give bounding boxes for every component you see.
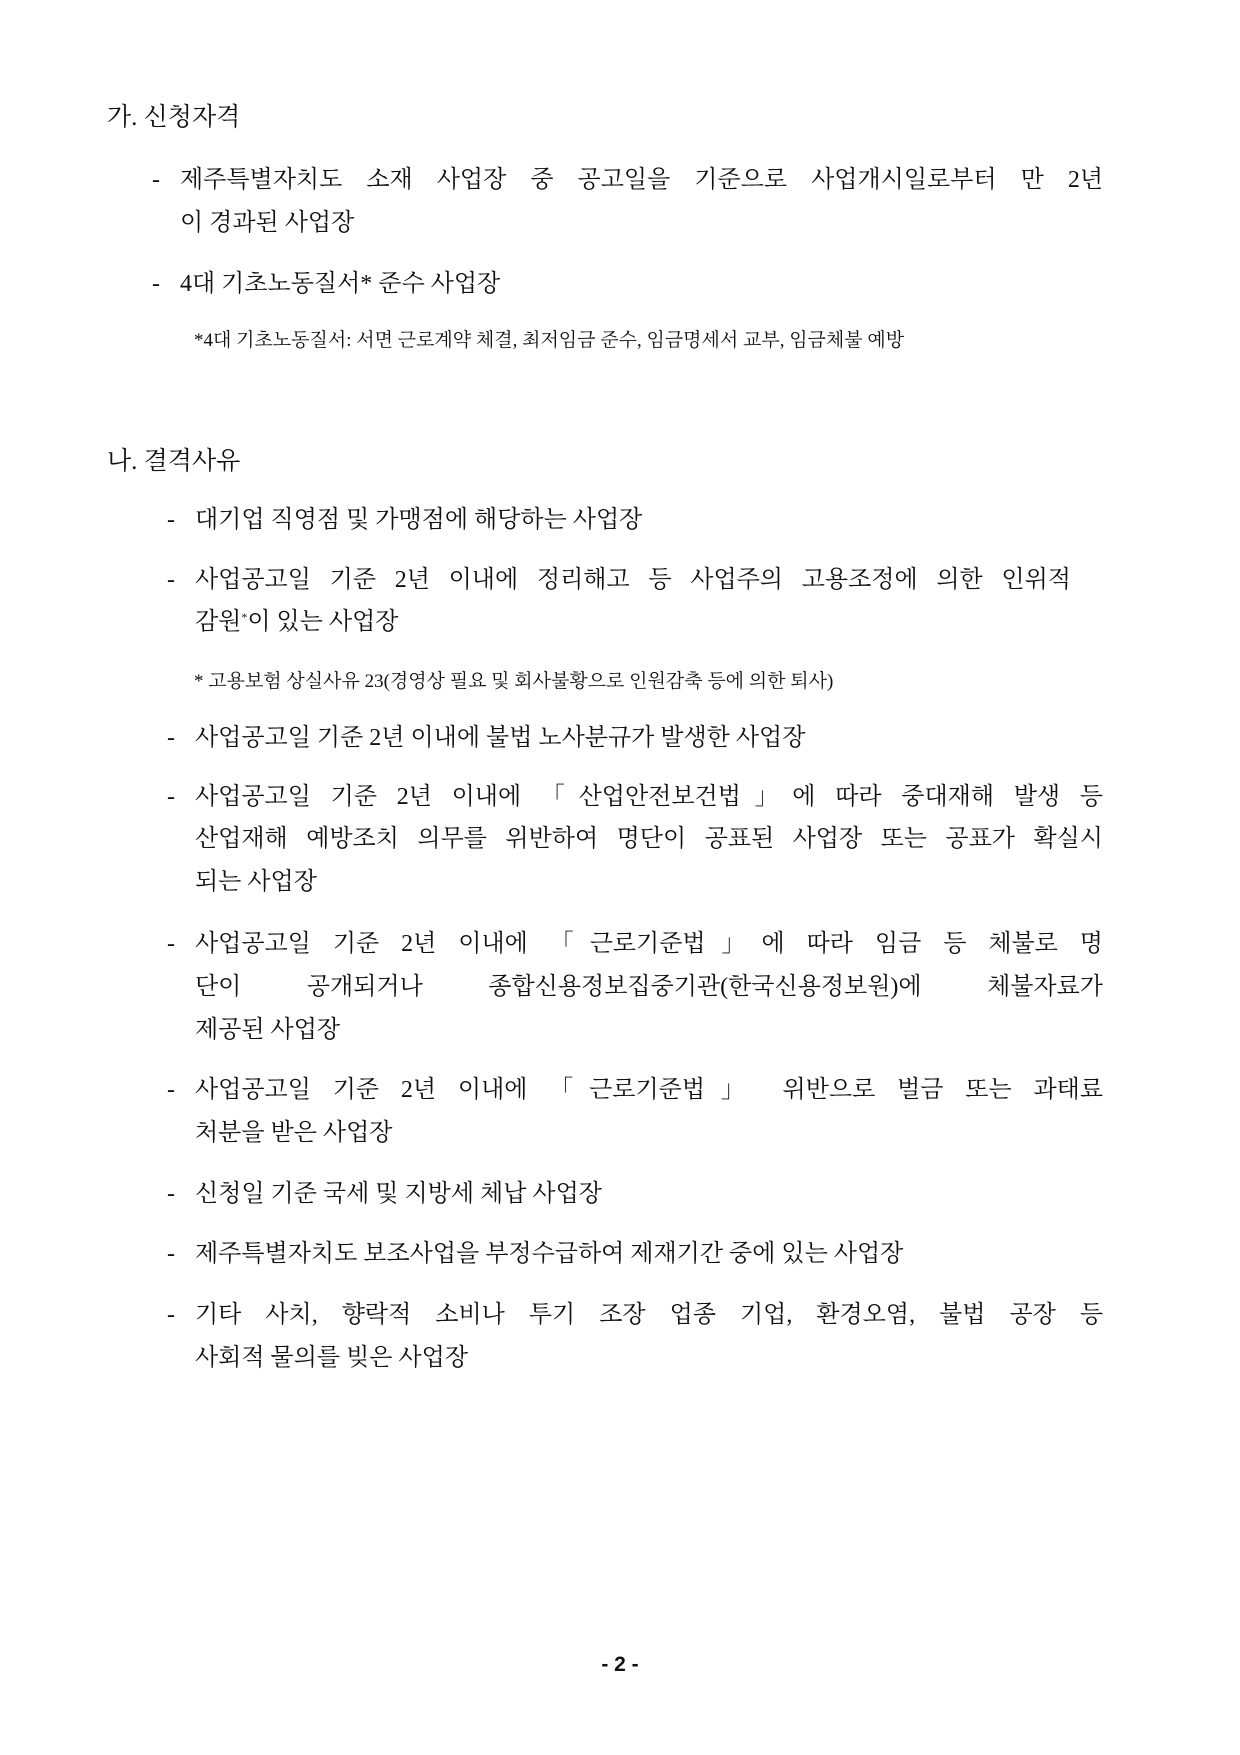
disqualification-item-2-line-2: [195, 607, 398, 637]
section-heading-eligibility: 가. 신청자격: [107, 104, 241, 131]
disqualification-item-6-line-2: 처분을 받은 사업장: [195, 1120, 393, 1146]
disqualification-item-4-line-3: 되는 사업장: [195, 869, 317, 895]
text: 감원: [195, 609, 242, 635]
disqualification-item-1: 대기업 직영점 및 가맹점에 해당하는 사업장: [195, 507, 643, 533]
bullet-dash: -: [167, 507, 175, 533]
bullet-dash: -: [167, 1181, 175, 1207]
footnote-marker: *: [241, 610, 248, 624]
footnote-employment-insurance: * 고용보험 상실사유 23(경영상 필요 및 회사불황으로 인원감축 등에 의한 퇴사): [194, 671, 834, 692]
footnote-basic-labor-order: *4대 기초노동질서: 서면 근로계약 체결, 최저임금 준수, 임금명세서 교부, 임금체불 예방: [194, 330, 905, 351]
bullet-dash: -: [167, 567, 175, 593]
disqualification-item-4-line-2: 산업재해 예방조치 의무를 위반하여 명단이 공표된 사업장 또는 공표가 확실시: [195, 826, 1103, 852]
disqualification-item-2-line-1: 사업공고일 기준 2년 이내에 정리해고 등 사업주의 고용조정에 의한 인위적: [195, 567, 1071, 593]
bullet-dash: -: [167, 931, 175, 957]
bullet-dash: -: [167, 784, 175, 810]
disqualification-item-5-line-1: 사업공고일 기준 2년 이내에 「근로기준법」에 따라 임금 등 체불로 명: [195, 931, 1103, 957]
page-number: - 2 -: [601, 1653, 639, 1676]
eligibility-item-2: 4대 기초노동질서* 준수 사업장: [180, 271, 501, 297]
bullet-dash: -: [152, 167, 160, 193]
disqualification-item-4-line-1: 사업공고일 기준 2년 이내에 「산업안전보건법」에 따라 중대재해 발생 등: [195, 784, 1103, 810]
bullet-dash: -: [167, 1077, 175, 1103]
disqualification-item-6-line-1: 사업공고일 기준 2년 이내에 「근로기준법」 위반으로 벌금 또는 과태료: [195, 1077, 1103, 1103]
section-heading-disqualification: 나. 결격사유: [107, 448, 241, 475]
bullet-dash: -: [167, 1241, 175, 1267]
bullet-dash: -: [152, 271, 160, 297]
disqualification-item-7: 신청일 기준 국세 및 지방세 체납 사업장: [195, 1181, 602, 1207]
eligibility-item-1-line-1: 제주특별자치도 소재 사업장 중 공고일을 기준으로 사업개시일로부터 만 2년: [180, 167, 1103, 193]
bullet-dash: -: [167, 1302, 175, 1328]
disqualification-item-9-line-1: 기타 사치, 향락적 소비나 투기 조장 업종 기업, 환경오염, 불법 공장 등: [195, 1302, 1103, 1328]
text: 이 있는 사업장: [247, 609, 399, 635]
disqualification-item-3: 사업공고일 기준 2년 이내에 불법 노사분규가 발생한 사업장: [195, 725, 806, 751]
eligibility-item-1-line-2: 이 경과된 사업장: [180, 210, 355, 236]
disqualification-item-5-line-2: 단이 공개되거나 종합신용정보집중기관(한국신용정보원)에 체불자료가: [195, 974, 1103, 1000]
disqualification-item-9-line-2: 사회적 물의를 빚은 사업장: [195, 1345, 469, 1371]
disqualification-item-8: 제주특별자치도 보조사업을 부정수급하여 제재기간 중에 있는 사업장: [195, 1241, 904, 1267]
bullet-dash: -: [167, 725, 175, 751]
disqualification-item-5-line-3: 제공된 사업장: [195, 1017, 341, 1043]
